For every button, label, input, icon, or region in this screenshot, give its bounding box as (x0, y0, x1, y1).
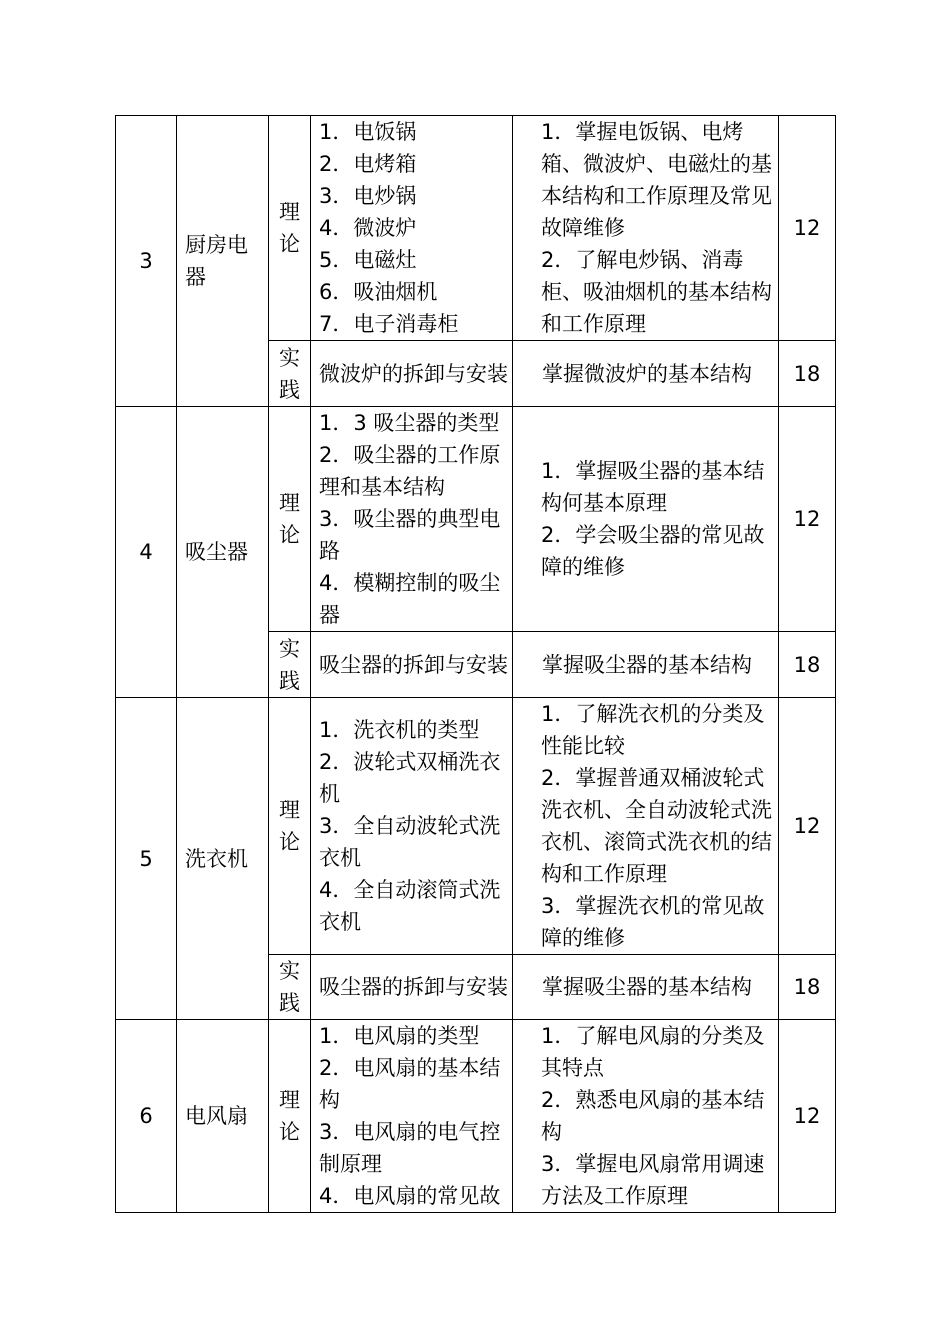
type-theory: 理论 (269, 116, 311, 341)
unit-row-theory (116, 116, 836, 341)
type-practice: 实践 (269, 955, 311, 1020)
theory-hours: 12 (779, 1020, 836, 1213)
practice-objective: 掌握微波炉的基本结构 (513, 341, 779, 407)
unit-number: 4 (116, 407, 177, 698)
content-line: 2．电风扇的基本结构 (319, 1056, 501, 1112)
unit-name: 电风扇 (177, 1020, 269, 1213)
content-line: 3．吸尘器的典型电路 (319, 507, 501, 563)
practice-hours: 18 (779, 341, 836, 407)
objective-line: 1．掌握吸尘器的基本结构何基本原理 (541, 459, 765, 515)
theory-objectives (513, 698, 779, 955)
type-theory: 理论 (269, 407, 311, 632)
content-line: 1．洗衣机的类型 (319, 718, 480, 742)
type-practice: 实践 (269, 632, 311, 698)
theory-content (311, 116, 513, 341)
content-line: 2．波轮式双桶洗衣机 (319, 750, 501, 806)
theory-hours: 12 (779, 407, 836, 632)
theory-objectives (513, 407, 779, 632)
type-theory: 理论 (269, 698, 311, 955)
objective-line: 1．了解洗衣机的分类及性能比较 (541, 702, 765, 758)
content-line: 5．电磁灶 (319, 248, 417, 272)
content-line: 4．微波炉 (319, 216, 417, 240)
objective-line: 2．学会吸尘器的常见故障的维修 (541, 523, 765, 579)
theory-hours: 12 (779, 116, 836, 341)
content-line: 2．吸尘器的工作原理和基本结构 (319, 443, 501, 499)
unit-number: 3 (116, 116, 177, 407)
unit-name: 厨房电器 (177, 116, 269, 407)
objective-line: 3．掌握电风扇常用调速方法及工作原理 (541, 1152, 765, 1208)
practice-hours: 18 (779, 632, 836, 698)
content-line: 4．全自动滚筒式洗衣机 (319, 878, 501, 934)
content-line: 2．电烤箱 (319, 152, 417, 176)
objective-line: 2．熟悉电风扇的基本结构 (541, 1088, 765, 1144)
unit-number: 5 (116, 698, 177, 1020)
practice-objective: 掌握吸尘器的基本结构 (513, 632, 779, 698)
theory-hours: 12 (779, 698, 836, 955)
content-line: 3．电风扇的电气控制原理 (319, 1120, 501, 1176)
unit-name: 洗衣机 (177, 698, 269, 1020)
theory-content (311, 407, 513, 632)
objective-line: 2．掌握普通双桶波轮式洗衣机、全自动波轮式洗衣机、滚筒式洗衣机的结构和工作原理 (541, 766, 772, 886)
unit-row-theory (116, 1020, 836, 1213)
type-practice: 实践 (269, 341, 311, 407)
unit-row-theory (116, 407, 836, 632)
unit-row-theory (116, 698, 836, 955)
syllabus-table (115, 115, 836, 1213)
practice-objective: 掌握吸尘器的基本结构 (513, 955, 779, 1020)
objective-line: 1．掌握电饭锅、电烤箱、微波炉、电磁灶的基本结构和工作原理及常见故障维修 (541, 120, 772, 240)
content-line: 3．电炒锅 (319, 184, 417, 208)
content-line: 3．全自动波轮式洗衣机 (319, 814, 501, 870)
objective-line: 1．了解电风扇的分类及其特点 (541, 1024, 765, 1080)
content-line: 4．电风扇的常见故 (319, 1184, 501, 1208)
content-line: 1．3 吸尘器的类型 (319, 411, 500, 435)
unit-number: 6 (116, 1020, 177, 1213)
theory-objectives (513, 1020, 779, 1213)
content-line: 1．电风扇的类型 (319, 1024, 480, 1048)
content-line: 6．吸油烟机 (319, 280, 438, 304)
theory-content (311, 1020, 513, 1213)
objective-line: 3．掌握洗衣机的常见故障的维修 (541, 894, 765, 950)
practice-content: 吸尘器的拆卸与安装 (311, 955, 513, 1020)
type-theory: 理论 (269, 1020, 311, 1213)
content-line: 7．电子消毒柜 (319, 312, 459, 336)
content-line: 4．模糊控制的吸尘器 (319, 571, 501, 627)
unit-name: 吸尘器 (177, 407, 269, 698)
theory-content (311, 698, 513, 955)
practice-content: 吸尘器的拆卸与安装 (311, 632, 513, 698)
content-line: 1．电饭锅 (319, 120, 417, 144)
objective-line: 2．了解电炒锅、消毒柜、吸油烟机的基本结构和工作原理 (541, 248, 772, 336)
practice-hours: 18 (779, 955, 836, 1020)
theory-objectives (513, 116, 779, 341)
practice-content: 微波炉的拆卸与安装 (311, 341, 513, 407)
